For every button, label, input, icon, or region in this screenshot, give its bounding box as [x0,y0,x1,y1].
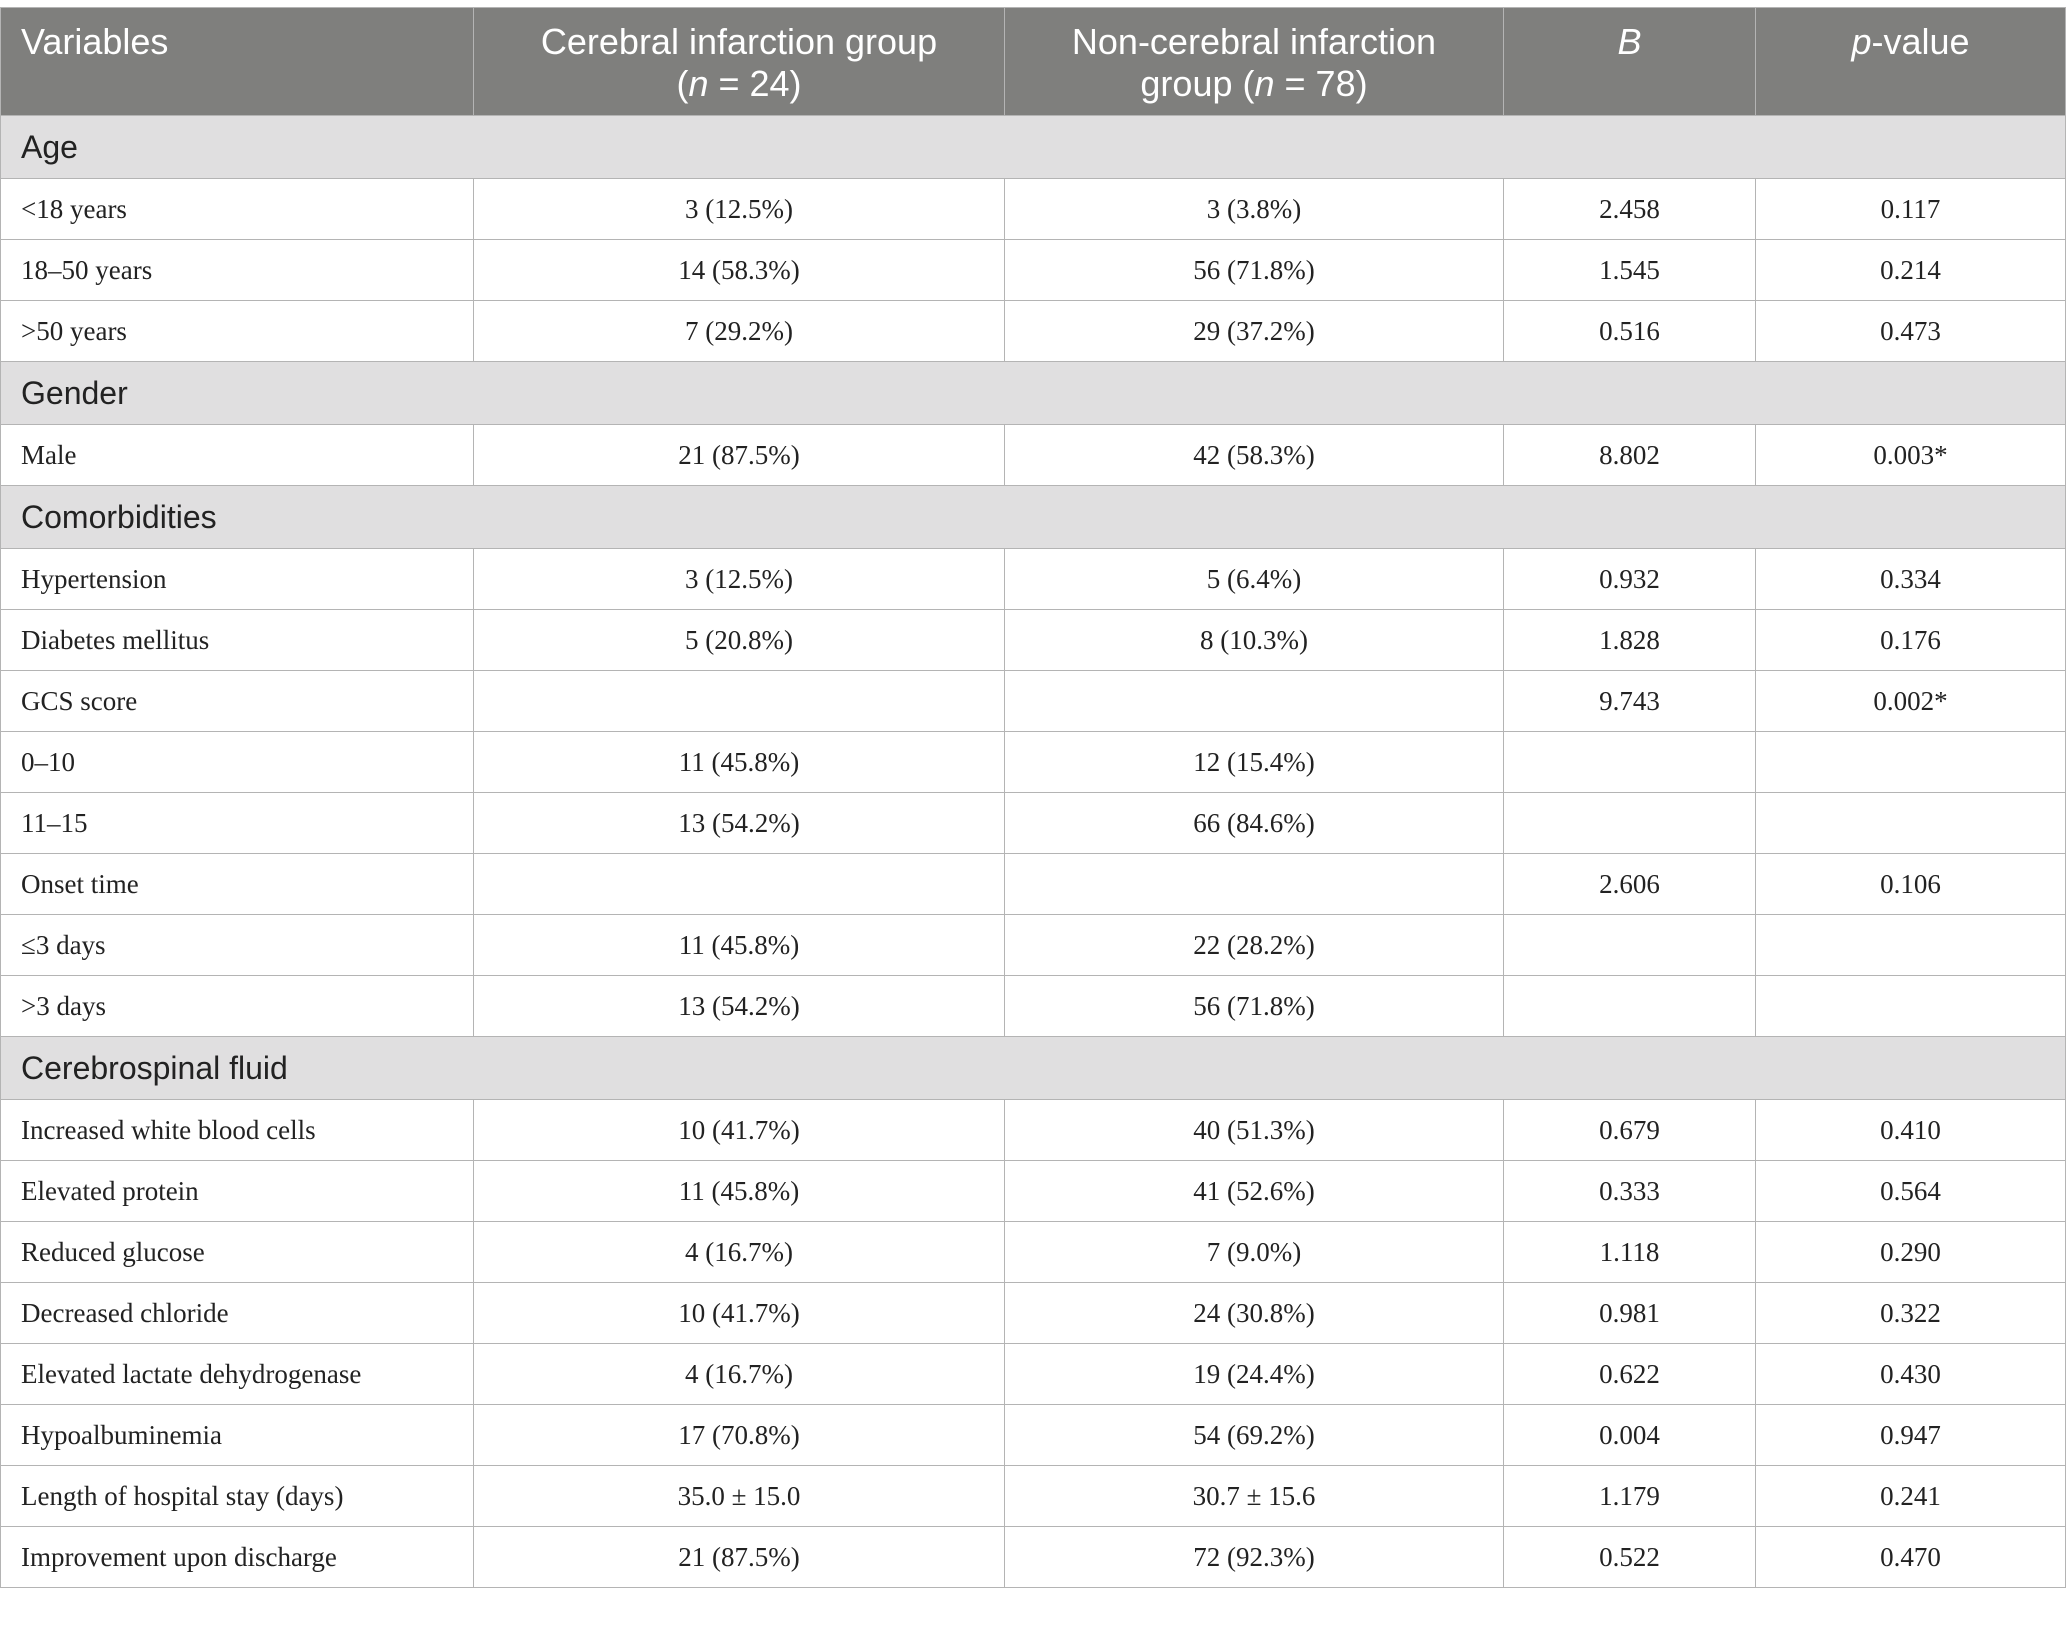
b-value: 0.333 [1504,1161,1756,1222]
p-value: 0.473 [1756,301,2066,362]
table-row [1,976,2066,1037]
row-label: Improvement upon discharge [1,1527,474,1588]
cerebral-value: 21 (87.5%) [474,1527,1005,1588]
p-value: 0.322 [1756,1283,2066,1344]
header-row [1,8,2066,116]
cerebral-value: 10 (41.7%) [474,1100,1005,1161]
p-value: 0.334 [1756,549,2066,610]
section-comorbidities: Comorbidities [1,486,2066,549]
non-cerebral-value [1005,854,1504,915]
header-p-value: p-value [1756,8,2066,116]
p-value: 0.106 [1756,854,2066,915]
b-value: 1.545 [1504,240,1756,301]
results-table [0,7,2066,1588]
table-row [1,179,2066,240]
non-cerebral-value: 66 (84.6%) [1005,793,1504,854]
cerebral-value: 7 (29.2%) [474,301,1005,362]
row-label: ≤3 days [1,915,474,976]
b-value: 0.932 [1504,549,1756,610]
cerebral-value: 21 (87.5%) [474,425,1005,486]
p-value [1756,976,2066,1037]
table-row [1,425,2066,486]
row-label: Hypertension [1,549,474,610]
p-value: 0.176 [1756,610,2066,671]
non-cerebral-value: 5 (6.4%) [1005,549,1504,610]
row-label: 0–10 [1,732,474,793]
non-cerebral-value: 7 (9.0%) [1005,1222,1504,1283]
b-value: 2.606 [1504,854,1756,915]
cerebral-value: 11 (45.8%) [474,915,1005,976]
table-row [1,301,2066,362]
row-label: >3 days [1,976,474,1037]
table-row [1,1283,2066,1344]
table-row [1,610,2066,671]
table-row [1,240,2066,301]
row-label: Length of hospital stay (days) [1,1466,474,1527]
section-cerebrospinal-fluid: Cerebrospinal fluid [1,1037,2066,1100]
header-cerebral-infarction-group: Cerebral infarction group (n = 24) [474,8,1005,116]
non-cerebral-value: 19 (24.4%) [1005,1344,1504,1405]
row-label: GCS score [1,671,474,732]
row-label: Diabetes mellitus [1,610,474,671]
cerebral-value: 13 (54.2%) [474,976,1005,1037]
row-label: Hypoalbuminemia [1,1405,474,1466]
header-non-cerebral-infarction-group: Non-cerebral infarction group (n = 78) [1005,8,1504,116]
table-row [1,1405,2066,1466]
b-value [1504,915,1756,976]
row-label: 18–50 years [1,240,474,301]
p-value: 0.410 [1756,1100,2066,1161]
non-cerebral-value [1005,671,1504,732]
non-cerebral-value: 30.7 ± 15.6 [1005,1466,1504,1527]
p-value: 0.117 [1756,179,2066,240]
row-label: Onset time [1,854,474,915]
p-value: 0.564 [1756,1161,2066,1222]
row-label: Elevated protein [1,1161,474,1222]
row-label: Elevated lactate dehydrogenase [1,1344,474,1405]
header-b: B [1504,8,1756,116]
table-row [1,671,2066,732]
cerebral-value [474,671,1005,732]
table-row [1,1466,2066,1527]
b-value: 0.004 [1504,1405,1756,1466]
non-cerebral-value: 24 (30.8%) [1005,1283,1504,1344]
table-row [1,915,2066,976]
non-cerebral-value: 8 (10.3%) [1005,610,1504,671]
non-cerebral-value: 56 (71.8%) [1005,240,1504,301]
non-cerebral-value: 3 (3.8%) [1005,179,1504,240]
table-row [1,793,2066,854]
b-value: 9.743 [1504,671,1756,732]
cerebral-value: 17 (70.8%) [474,1405,1005,1466]
p-value: 0.470 [1756,1527,2066,1588]
non-cerebral-value: 42 (58.3%) [1005,425,1504,486]
table-row [1,1161,2066,1222]
p-value [1756,793,2066,854]
section-age: Age [1,116,2066,179]
table-row [1,549,2066,610]
row-label: 11–15 [1,793,474,854]
header-variables: Variables [1,8,474,116]
cerebral-value: 11 (45.8%) [474,1161,1005,1222]
table-row [1,854,2066,915]
table-row [1,1222,2066,1283]
b-value: 0.981 [1504,1283,1756,1344]
row-label: >50 years [1,301,474,362]
cerebral-value: 35.0 ± 15.0 [474,1466,1005,1527]
row-label: Male [1,425,474,486]
section-gender: Gender [1,362,2066,425]
non-cerebral-value: 54 (69.2%) [1005,1405,1504,1466]
p-value: 0.214 [1756,240,2066,301]
cerebral-value: 10 (41.7%) [474,1283,1005,1344]
b-value [1504,793,1756,854]
non-cerebral-value: 22 (28.2%) [1005,915,1504,976]
p-value: 0.002* [1756,671,2066,732]
non-cerebral-value: 72 (92.3%) [1005,1527,1504,1588]
cerebral-value [474,854,1005,915]
cerebral-value: 3 (12.5%) [474,549,1005,610]
cerebral-value: 4 (16.7%) [474,1344,1005,1405]
b-value: 8.802 [1504,425,1756,486]
b-value: 0.679 [1504,1100,1756,1161]
p-value: 0.003* [1756,425,2066,486]
cerebral-value: 3 (12.5%) [474,179,1005,240]
cerebral-value: 13 (54.2%) [474,793,1005,854]
row-label: Reduced glucose [1,1222,474,1283]
b-value: 0.522 [1504,1527,1756,1588]
b-value: 1.118 [1504,1222,1756,1283]
p-value [1756,732,2066,793]
b-value [1504,976,1756,1037]
row-label: <18 years [1,179,474,240]
p-value: 0.241 [1756,1466,2066,1527]
b-value: 0.622 [1504,1344,1756,1405]
b-value: 1.828 [1504,610,1756,671]
row-label: Increased white blood cells [1,1100,474,1161]
cerebral-value: 4 (16.7%) [474,1222,1005,1283]
non-cerebral-value: 29 (37.2%) [1005,301,1504,362]
table-row [1,1527,2066,1588]
b-value: 0.516 [1504,301,1756,362]
b-value: 2.458 [1504,179,1756,240]
cerebral-value: 5 (20.8%) [474,610,1005,671]
row-label: Decreased chloride [1,1283,474,1344]
non-cerebral-value: 41 (52.6%) [1005,1161,1504,1222]
table-row [1,1344,2066,1405]
table-row [1,1100,2066,1161]
p-value: 0.290 [1756,1222,2066,1283]
p-value: 0.947 [1756,1405,2066,1466]
table-row [1,732,2066,793]
p-value: 0.430 [1756,1344,2066,1405]
cerebral-value: 14 (58.3%) [474,240,1005,301]
cerebral-value: 11 (45.8%) [474,732,1005,793]
non-cerebral-value: 12 (15.4%) [1005,732,1504,793]
non-cerebral-value: 56 (71.8%) [1005,976,1504,1037]
p-value [1756,915,2066,976]
b-value: 1.179 [1504,1466,1756,1527]
non-cerebral-value: 40 (51.3%) [1005,1100,1504,1161]
b-value [1504,732,1756,793]
